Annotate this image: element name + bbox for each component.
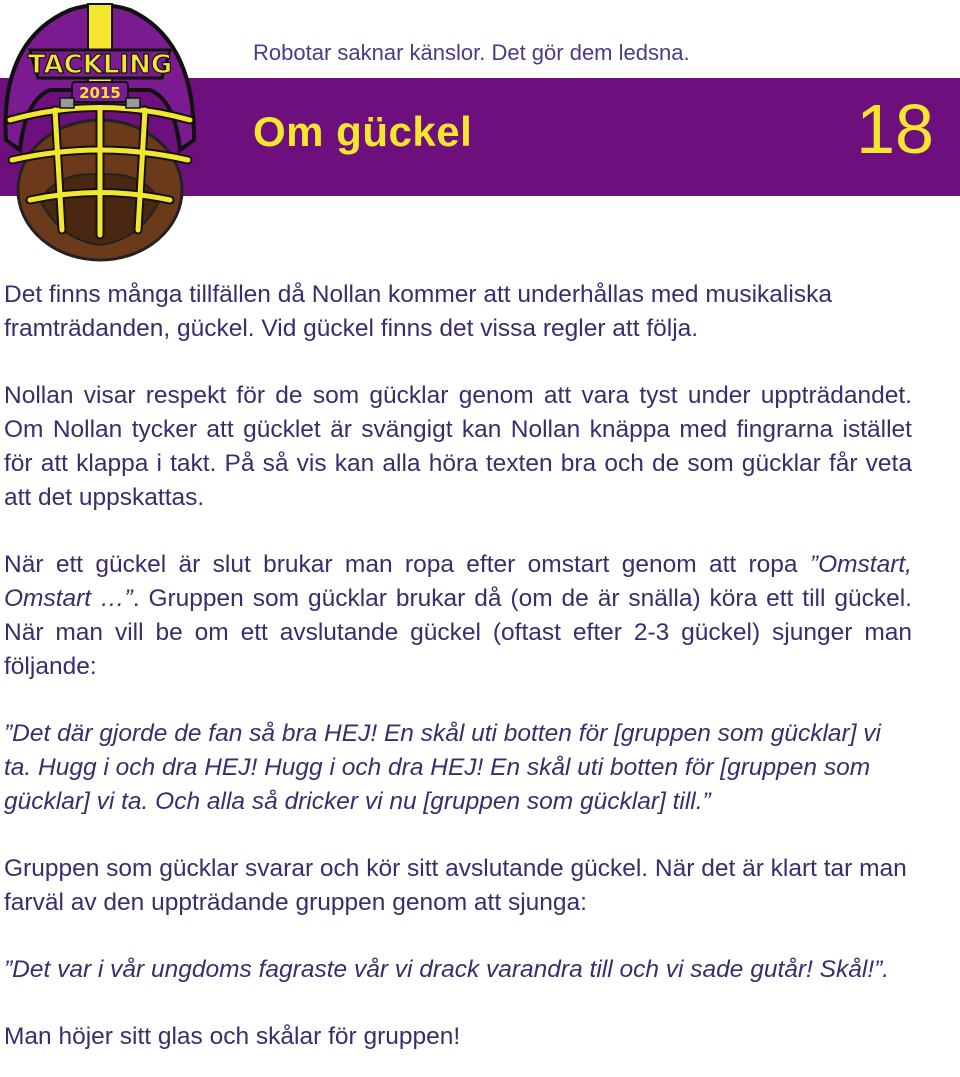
song-lyrics-1: ”Det där gjorde de fan så bra HEJ! En skål uti botten för [gruppen som gücklar] vi ta. Hugg i och dra HEJ! Hugg i och dra HEJ! En skål uti botten för [gruppen som gücklar] vi ta. Och alla så dricker vi nu [gruppen som gücklar] till.”: [4, 720, 881, 815]
football-helmet-icon: [0, 0, 200, 262]
omstart-quote: ”Omstart, Omstart …”: [4, 551, 912, 612]
paragraph-farewell: Gruppen som gücklar svarar och kör sitt avslutande gückel. När det är klart tar man farväl av den uppträdande gruppen genom att sjunga:: [4, 855, 907, 916]
song-lyrics-2: ”Det var i vår ungdoms fagraste vår vi drack varandra till och vi sade gutår! Skål!”.: [4, 956, 890, 983]
page-number: 18: [856, 90, 934, 168]
tagline: Robotar saknar känslor. Det gör dem ledsna.: [253, 40, 690, 65]
paragraph-closing: Man höjer sitt glas och skålar för gruppen!: [4, 1023, 461, 1050]
logo-year: 2015: [79, 84, 121, 102]
paragraph-omstart-a: När ett gückel är slut brukar man ropa efter omstart genom att ropa: [4, 551, 810, 578]
page-body: [4, 278, 912, 1054]
logo-text: TACKLING: [27, 50, 173, 80]
paragraph-intro: Det finns många tillfällen då Nollan kommer att underhållas med musikaliska framträdanden, gückel. Vid gückel finns det vissa regler att följa.: [4, 281, 832, 342]
page-title: Om gückel: [253, 108, 473, 155]
paragraph-omstart: [4, 548, 912, 684]
paragraph-respect: Nollan visar respekt för de som gücklar genom att vara tyst under uppträdandet. Om Nollan tycker att gücklet är svängigt kan Nollan knäppa med fingrarna istället för att klappa i takt. På så vis kan alla höra texten bra och de som gücklar får veta att det uppskattas.: [4, 382, 912, 511]
paragraph-omstart-b: . Gruppen som gücklar brukar då (om de är snälla) köra ett till gückel. När man vill be om ett avslutande gückel (oftast efter 2-3 gückel) sjunger man följande:: [4, 585, 912, 680]
